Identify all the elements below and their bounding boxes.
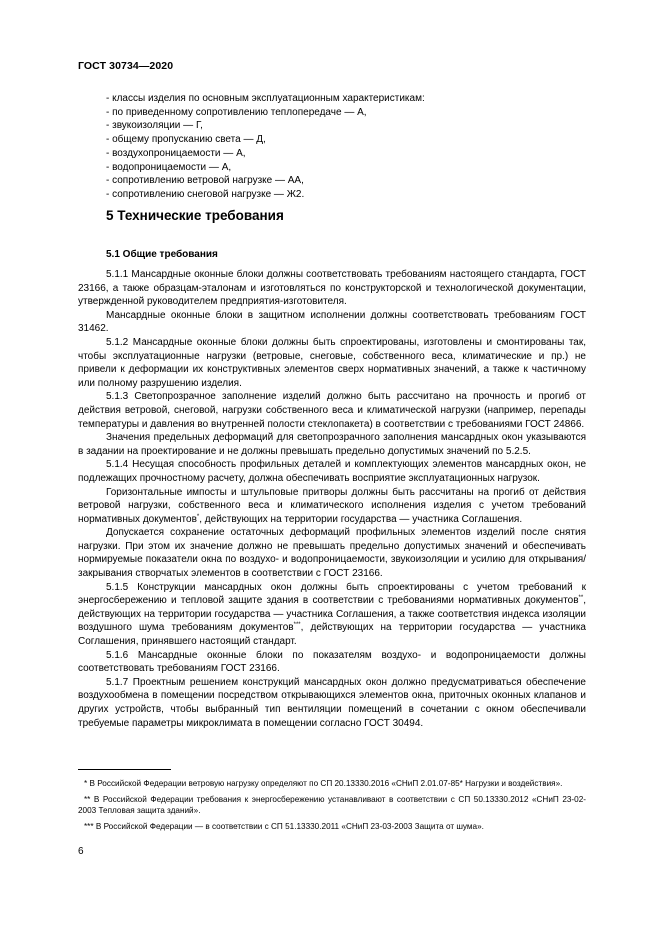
page-number: 6 xyxy=(78,846,84,857)
list-item: - звукоизоляции — Г, xyxy=(106,120,203,132)
paragraph-5-1-2: 5.1.2 Мансардные оконные блоки должны быть спроектированы, изготовлены и смонтированы так, чтобы эксплуатационные нагрузки (ветровые, снеговые, собственного веса, климатические и пр.) не привели к деформации их конструктивных элементов сверх нормативных значений, а также к частичному или полному разрушению изделия. xyxy=(78,336,586,389)
requirements-body xyxy=(78,268,586,730)
footnotes xyxy=(78,778,586,836)
list-item: - по приведенному сопротивлению теплопередаче — А, xyxy=(106,106,367,118)
paragraph-5-1-7: 5.1.7 Проектным решением конструкций мансардных окон должно предусматриваться обеспечение воздухообмена в помещении посредством открывающихся элементов окна, приточных оконных клапанов и других устройств, чтобы выбранный тип вентиляции помещений в сочетании с окном обеспечивали требуемые параметры микроклимата в помещении согласно ГОСТ 30494. xyxy=(78,676,586,729)
footnote-separator xyxy=(78,769,171,770)
footnote-2-mark: ** xyxy=(84,794,91,804)
paragraph-5-1-3: 5.1.3 Светопрозрачное заполнение изделий должно быть рассчитано на прочность и прогиб от действия ветровой, снеговой, нагрузки собственного веса и климатической нагрузки (например, перепады температуры и давления во внутренней полости стеклопакета) в соответствии с требованиями ГОСТ 24866. xyxy=(78,391,586,430)
classes-list xyxy=(106,92,596,202)
subsection-title: 5.1 Общие требования xyxy=(106,249,218,260)
paragraph-deformation-limits: Значения предельных деформаций для светопрозрачного заполнения мансардных окон указываются в задании на проектирование и не должны превышать предельно допустимых значений по 5.2.5. xyxy=(78,432,586,457)
list-item: - сопротивлению снеговой нагрузке — Ж2. xyxy=(106,188,305,200)
list-item: - водопроницаемости — А, xyxy=(106,161,232,173)
list-item: - общему пропусканию света — Д, xyxy=(106,134,266,146)
footnote-ref-1: * xyxy=(196,513,200,520)
footnote-2 xyxy=(78,794,586,817)
footnote-1 xyxy=(78,778,586,790)
footnote-3-mark: *** xyxy=(84,821,94,831)
section-title: 5 Технические требования xyxy=(106,208,284,223)
footnote-1-text: В Российской Федерации ветровую нагрузку определяют по СП 20.13330.2016 «СНиП 2.01.07-85* Нагрузки и воздействия». xyxy=(89,779,563,788)
paragraph-5-1-4: 5.1.4 Несущая способность профильных деталей и комплектующих элементов мансардных окон, не подлежащих прочностному расчету, должна обеспечивать восприятие эксплуатационных нагрузок. xyxy=(78,459,586,484)
footnote-ref-2: ** xyxy=(578,595,584,602)
paragraph-5-1-6: 5.1.6 Мансардные оконные блоки по показателям воздухо- и водопроницаемости должны соответствовать требованиям ГОСТ 23166. xyxy=(78,649,586,675)
paragraph-5-1-1: 5.1.1 Мансардные оконные блоки должны соответствовать требованиям настоящего стандарта, ГОСТ 23166, а также образцам-эталонам и изготовляться по конструкторской и технологической документации, утвержденной руководителем предприятия-изготовителя. xyxy=(78,269,586,308)
paragraph-imposts-text-b: , действующих на территории государства — участника Соглашения. xyxy=(199,513,523,525)
paragraph-5-1-5-text-a: 5.1.5 Конструкции мансардных окон должны быть спроектированы с учетом требований к энергосбережению и тепловой защите здания в соответствии с требованиями нормативных документов xyxy=(78,581,586,607)
paragraph-imposts-text-a: Горизонтальные импосты и штульповые притворы должны быть рассчитаны на прогиб от действия ветровой нагрузки, собственного веса и климатического исполнения изделия с учетом требований нормативных документов xyxy=(78,486,586,525)
document-code-header: ГОСТ 30734—2020 xyxy=(78,60,174,72)
footnote-2-text: В Российской Федерации требования к энергосбережению устанавливают в соответствии с СП 50.13330.2012 «СНиП 23-02-2003 Тепловая защита зданий». xyxy=(78,794,586,816)
footnote-3 xyxy=(78,821,586,833)
footnote-ref-3: *** xyxy=(293,622,301,629)
paragraph-5-1-5 xyxy=(78,581,586,649)
paragraph-imposts xyxy=(78,486,586,527)
footnote-1-mark: * xyxy=(84,779,88,788)
paragraph-residual-deformation: Допускается сохранение остаточных деформаций профильных элементов изделий после снятия нагрузки. При этом их значение должно не превышать предельно допустимых значений и обеспечивать нормируемые показатели окна по воздухо- и водопроницаемости, звукоизоляции и усилию для открывания/закрывания створчатых элементов в соответствии с ГОСТ 23166. xyxy=(78,527,586,580)
footnote-3-text: В Российской Федерации — в соответствии с СП 51.13330.2011 «СНиП 23-03-2003 Защита от шума». xyxy=(95,821,484,831)
paragraph-protective: Мансардные оконные блоки в защитном исполнении должны соответствовать требованиям ГОСТ 31462. xyxy=(78,309,586,335)
list-item: - воздухопроницаемости — А, xyxy=(106,147,246,159)
paragraph-5-1-5-text-b: , действующих на территории государства — участника Соглашения, а также соответствия индекса изоляции воздушного шума требованиям документов xyxy=(78,595,586,634)
list-item: - сопротивлению ветровой нагрузке — АА, xyxy=(106,175,304,187)
list-item: - классы изделия по основным эксплуатационным характеристикам: xyxy=(106,93,425,104)
paragraph-5-1-5-text-c: , действующих на территории государства — участника Соглашения, принявшего настоящий стандарт. xyxy=(78,622,586,648)
